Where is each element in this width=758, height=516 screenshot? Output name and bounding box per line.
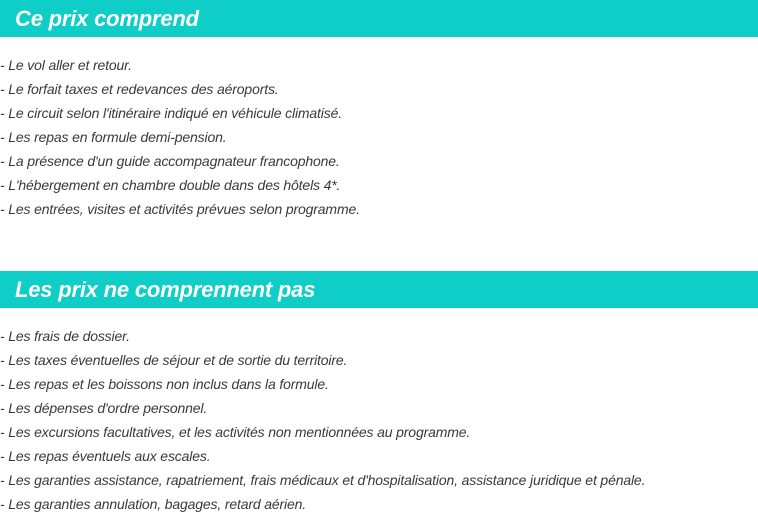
excluded-item: - Les taxes éventuelles de séjour et de sortie du territoire. xyxy=(0,352,348,368)
excluded-items-list xyxy=(0,324,758,516)
included-items-list xyxy=(0,53,758,221)
excluded-section-header xyxy=(0,271,758,308)
excluded-section-title: Les prix ne comprennent pas xyxy=(15,276,316,302)
included-item: - Les repas en formule demi-pension. xyxy=(0,129,227,145)
included-item: - Le forfait taxes et redevances des aéroports. xyxy=(0,81,279,97)
included-item: - Le circuit selon l'itinéraire indiqué en véhicule climatisé. xyxy=(0,105,342,121)
excluded-item: - Les frais de dossier. xyxy=(0,328,130,344)
excluded-item: - Les garanties annulation, bagages, retard aérien. xyxy=(0,496,307,512)
included-section-title: Ce prix comprend xyxy=(15,5,199,31)
included-item: - Le vol aller et retour. xyxy=(0,57,132,73)
included-item: - L'hébergement en chambre double dans des hôtels 4*. xyxy=(0,177,341,193)
excluded-item: - Les garanties assistance, rapatriement, frais médicaux et d'hospitalisation, assistance juridique et pénale. xyxy=(0,472,646,488)
included-item: - Les entrées, visites et activités prévues selon programme. xyxy=(0,201,360,217)
excluded-item: - Les repas et les boissons non inclus dans la formule. xyxy=(0,376,329,392)
included-item: - La présence d'un guide accompagnateur francophone. xyxy=(0,153,340,169)
excluded-item: - Les repas éventuels aux escales. xyxy=(0,448,211,464)
included-section-header xyxy=(0,0,758,37)
excluded-item: - Les dépenses d'ordre personnel. xyxy=(0,400,208,416)
excluded-item: - Les excursions facultatives, et les activités non mentionnées au programme. xyxy=(0,424,471,440)
